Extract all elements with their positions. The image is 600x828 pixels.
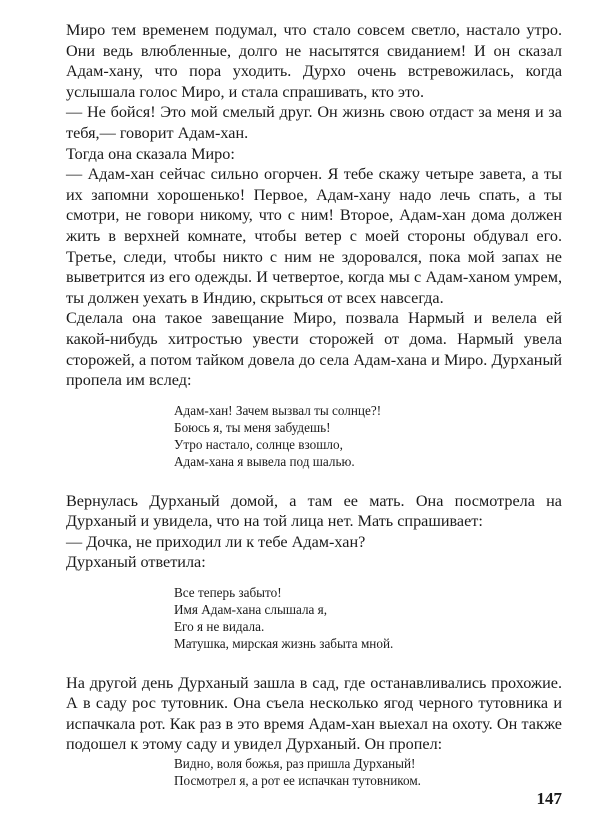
verse-line: Все теперь забыто! — [174, 584, 282, 600]
verse-line: Матушка, мирская жизнь забыта мной. — [174, 636, 394, 652]
paragraph: — Не бойся! Это мой смелый друг. Он жизнь свою отдаст за меня и за тебя,— говорит Адам-хан. — [66, 103, 562, 142]
paragraph: — Дочка, не приходил ли к тебе Адам-хан? — [66, 532, 366, 551]
verse-line: Адам-хана я вывела под шалью. — [174, 454, 355, 470]
paragraph: Тогда она сказала Миро: — [66, 144, 235, 163]
verse-block — [66, 755, 562, 789]
paragraph: Сделала она такое завещание Миро, позвала Нармый и велела ей какой-нибудь хитростью увести сторожей от дома. Нармый увела сторожей, а потом тайком довела до села Адам-хана и Миро. Дурханый пропела им вслед: — [66, 309, 562, 390]
verse-line: Боюсь я, ты меня забудешь! — [174, 419, 331, 435]
verse-line: Его я не видала. — [174, 619, 265, 635]
paragraph: Дурханый ответила: — [66, 553, 206, 572]
paragraph: Миро тем временем подумал, что стало совсем светло, настало утро. Они ведь влюбленные, долго не насытятся свиданием! И он сказал Адам-хану, что пора уходить. Дурхо очень встревожилась, когда услышала голос Миро, и стала спрашивать, кто это. — [66, 21, 562, 101]
paragraph: Вернулась Дурханый домой, а там ее мать. Она посмотрела на Дурханый и увидела, что на той лица нет. Мать спрашивает: — [66, 491, 562, 531]
verse-line: Посмотрел я, а рот ее испачкан тутовником. — [174, 773, 421, 789]
paragraph: — Адам-хан сейчас сильно огорчен. Я тебе скажу четыре завета, а ты их запомни хорошенько! Первое, Адам-хану надо лечь спать, а ты смотри, не говори никому, что с ним! Второе, Адам-хан дома должен жить в верхней комнате, чтобы ветер с моей стороны обдувал его. Третье, следи, чтобы никто с ним не здоровался, пока мой запах не выветрится из его одежды. И четвертое, когда мы с Адам-ханом умрем, ты должен уехать в Индию, скрыться от всех навсегда. — [66, 165, 562, 307]
verse-block — [66, 584, 562, 653]
page-text — [66, 20, 562, 789]
verse-block — [66, 402, 562, 471]
verse-line: Имя Адам-хана слышала я, — [174, 602, 328, 618]
verse-line: Утро настало, солнце взошло, — [174, 437, 343, 453]
page-number: 147 — [536, 789, 562, 808]
paragraph: На другой день Дурханый зашла в сад, где останавливались прохожие. А в саду рос тутовник. Она съела несколько ягод черного тутовника и испачкала рот. Как раз в это время Адам-хан выехал на охоту. Он также подошел к этому саду и увидел Дурханый. Он пропел: — [66, 673, 562, 754]
verse-line: Видно, воля божья, раз пришла Дурханый! — [174, 756, 416, 772]
verse-line: Адам-хан! Зачем вызвал ты солнце?! — [174, 402, 382, 418]
